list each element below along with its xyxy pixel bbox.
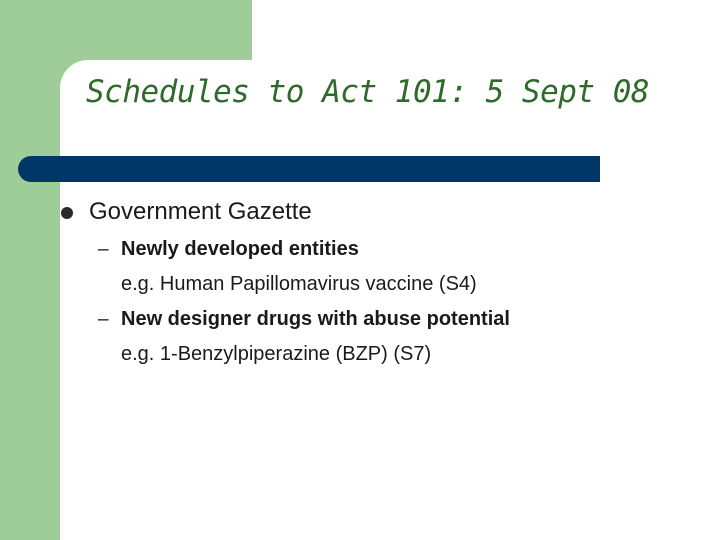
sub-bullet-heading: Newly developed entities [121, 238, 359, 260]
bullet-dot-icon [61, 207, 73, 219]
sub-bullet-item [60, 232, 700, 302]
sub-bullet-example: e.g. Human Papillomavirus vaccine (S4) [121, 273, 477, 295]
bullet-item-government-gazette [60, 196, 700, 228]
sub-bullet-heading: New designer drugs with abuse potential [121, 308, 510, 330]
sub-bullet-list [60, 232, 700, 372]
dash-icon: – [98, 309, 109, 330]
sub-bullet-item [60, 302, 700, 372]
slide-content [60, 196, 700, 372]
title-underline-bar [18, 156, 600, 182]
sub-bullet-example: e.g. 1-Benzylpiperazine (BZP) (S7) [121, 343, 432, 365]
bullet-text: Government Gazette [89, 198, 312, 225]
dash-icon: – [98, 239, 109, 260]
slide-title: Schedules to Act 101: 5 Sept 08 [86, 74, 650, 110]
